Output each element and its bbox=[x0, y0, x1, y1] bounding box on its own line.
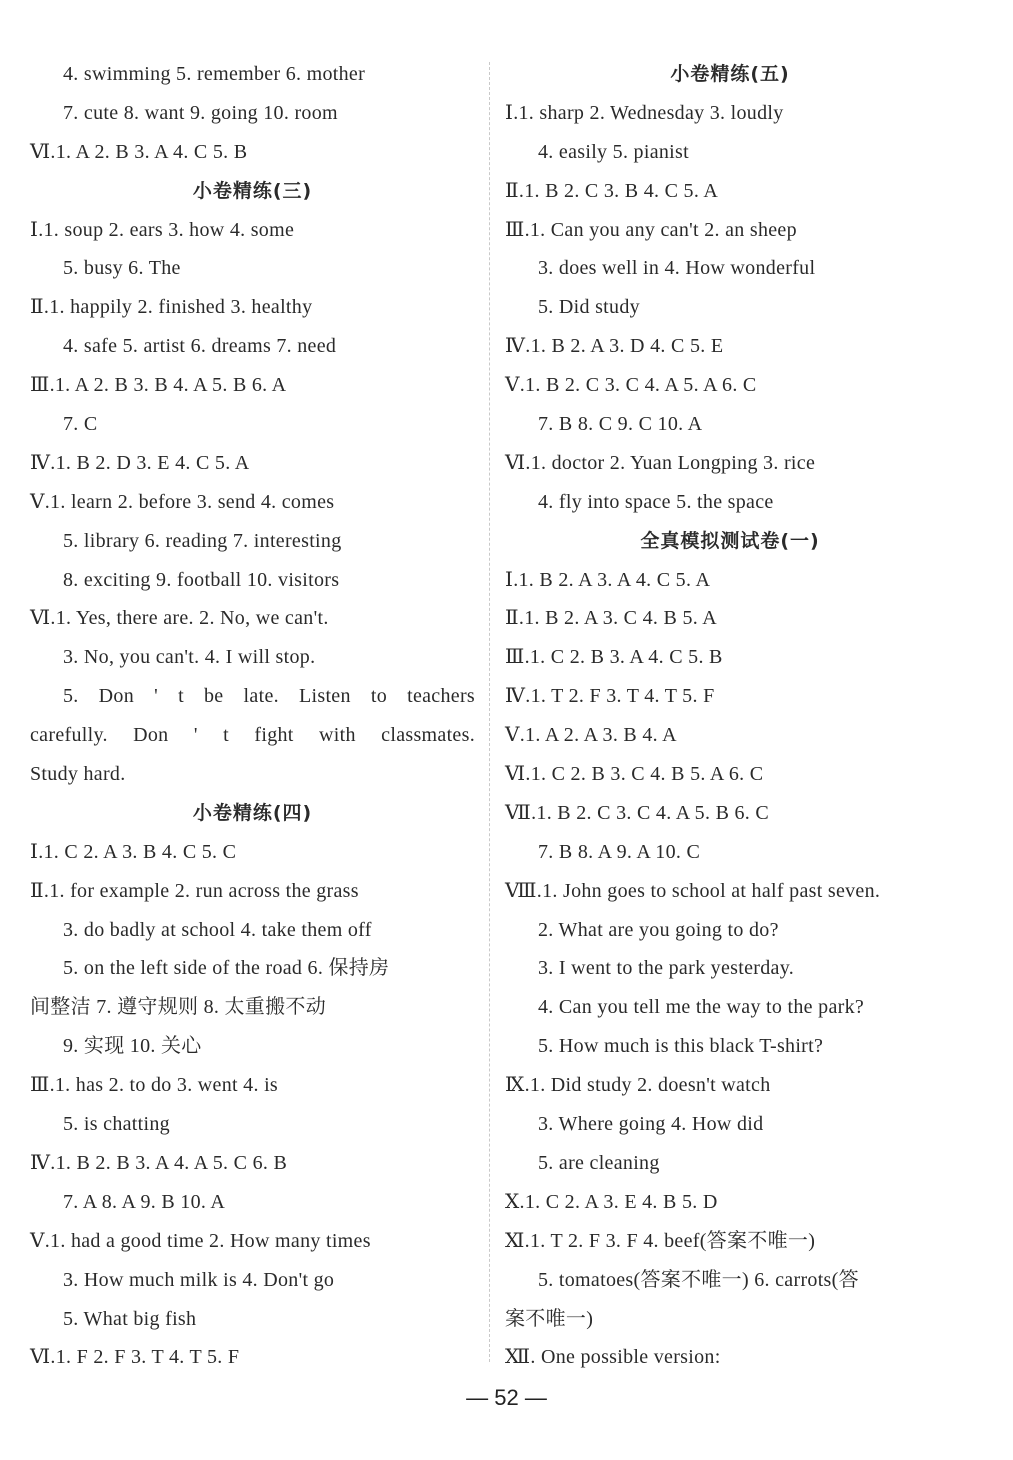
answer-line: Ⅳ.1. B 2. A 3. D 4. C 5. E bbox=[505, 335, 724, 358]
answer-line: Ⅸ.1. Did study 2. doesn't watch bbox=[505, 1074, 771, 1097]
answer-line: 3. I went to the park yesterday. bbox=[538, 957, 794, 980]
answer-line: 7. A 8. A 9. B 10. A bbox=[63, 1190, 226, 1213]
section-heading: 小卷精练(三) bbox=[192, 179, 313, 202]
answer-line: 3. No, you can't. 4. I will stop. bbox=[63, 646, 316, 669]
answer-line: 3. How much milk is 4. Don't go bbox=[63, 1268, 335, 1291]
answer-line: 3. do badly at school 4. take them off bbox=[63, 918, 372, 941]
answer-line: 5. library 6. reading 7. interesting bbox=[63, 529, 342, 552]
answer-line: Ⅰ.1. B 2. A 3. A 4. C 5. A bbox=[505, 568, 711, 591]
answer-line: Ⅲ.1. Can you any can't 2. an sheep bbox=[505, 218, 797, 241]
answer-line: 5. is chatting bbox=[63, 1113, 170, 1136]
answer-line: Ⅳ.1. B 2. D 3. E 4. C 5. A bbox=[30, 451, 250, 474]
answer-line: Ⅺ.1. T 2. F 3. F 4. beef(答案不唯一) bbox=[505, 1229, 816, 1252]
answer-line: Ⅳ.1. T 2. F 3. T 4. T 5. F bbox=[505, 685, 715, 708]
section-heading: 全真模拟测试卷(一) bbox=[640, 529, 820, 552]
section-heading: 小卷精练(四) bbox=[192, 801, 313, 824]
answer-line: 4. safe 5. artist 6. dreams 7. need bbox=[63, 335, 337, 358]
answer-line: carefully. Don ' t fight with classmates. bbox=[30, 724, 475, 747]
answer-line: 5. are cleaning bbox=[538, 1151, 660, 1174]
answer-line: Ⅴ.1. A 2. A 3. B 4. A bbox=[505, 724, 677, 747]
answer-line: Ⅵ.1. C 2. B 3. C 4. B 5. A 6. C bbox=[505, 763, 764, 786]
answer-line: Ⅵ.1. A 2. B 3. A 4. C 5. B bbox=[30, 140, 248, 163]
answer-line: 7. B 8. A 9. A 10. C bbox=[538, 840, 701, 863]
column-divider bbox=[489, 62, 490, 1362]
answer-line: 2. What are you going to do? bbox=[538, 918, 779, 941]
answer-line: 3. Where going 4. How did bbox=[538, 1113, 764, 1136]
answer-line: Study hard. bbox=[30, 763, 126, 786]
answer-line: 4. fly into space 5. the space bbox=[538, 490, 774, 513]
answer-line: Ⅲ.1. A 2. B 3. B 4. A 5. B 6. A bbox=[30, 374, 287, 397]
answer-line: Ⅲ.1. has 2. to do 3. went 4. is bbox=[30, 1074, 279, 1097]
answer-line: Ⅰ.1. C 2. A 3. B 4. C 5. C bbox=[30, 840, 237, 863]
answer-line: 4. swimming 5. remember 6. mother bbox=[63, 63, 366, 85]
answer-line: Ⅻ. One possible version: bbox=[505, 1346, 721, 1369]
answer-line: 5. What big fish bbox=[63, 1307, 197, 1330]
answer-line: 7. cute 8. want 9. going 10. room bbox=[63, 101, 338, 124]
answer-line: 5. How much is this black T-shirt? bbox=[538, 1035, 824, 1058]
answer-line: Ⅱ.1. for example 2. run across the grass bbox=[30, 879, 359, 902]
answer-line: Ⅱ.1. B 2. A 3. C 4. B 5. A bbox=[505, 607, 717, 630]
answer-line: 5. busy 6. The bbox=[63, 257, 181, 280]
answer-line: Ⅱ.1. B 2. C 3. B 4. C 5. A bbox=[505, 179, 719, 202]
answer-line: 案不唯一) bbox=[505, 1307, 594, 1330]
answer-line: Ⅵ.1. F 2. F 3. T 4. T 5. F bbox=[30, 1346, 240, 1369]
answer-line: Ⅲ.1. C 2. B 3. A 4. C 5. B bbox=[505, 646, 723, 669]
answer-line: 5. Did study bbox=[538, 296, 640, 319]
answer-line: Ⅰ.1. soup 2. ears 3. how 4. some bbox=[30, 218, 295, 241]
left-column bbox=[30, 55, 475, 1377]
answer-line: Ⅴ.1. B 2. C 3. C 4. A 5. A 6. C bbox=[505, 374, 757, 397]
answer-line: 4. Can you tell me the way to the park? bbox=[538, 996, 865, 1019]
answer-line: 9. 实现 10. 关心 bbox=[63, 1035, 202, 1058]
answer-line: 5. on the left side of the road 6. 保持房 bbox=[63, 957, 390, 980]
section-heading: 小卷精练(五) bbox=[670, 63, 790, 85]
answer-line: Ⅷ.1. John goes to school at half past seven. bbox=[505, 879, 881, 902]
answer-line: 间整洁 7. 遵守规则 8. 太重搬不动 bbox=[30, 996, 326, 1019]
answer-line: 7. C bbox=[63, 413, 98, 436]
answer-line: 5. tomatoes(答案不唯一) 6. carrots(答 bbox=[538, 1268, 859, 1291]
answer-line: 4. easily 5. pianist bbox=[538, 140, 689, 163]
answer-line: Ⅹ.1. C 2. A 3. E 4. B 5. D bbox=[505, 1190, 718, 1213]
answer-line: Ⅴ.1. had a good time 2. How many times bbox=[30, 1229, 371, 1252]
answer-line: Ⅰ.1. sharp 2. Wednesday 3. loudly bbox=[505, 101, 784, 124]
answer-line: 8. exciting 9. football 10. visitors bbox=[63, 568, 340, 591]
answer-line: Ⅳ.1. B 2. B 3. A 4. A 5. C 6. B bbox=[30, 1151, 288, 1174]
answer-line: Ⅶ.1. B 2. C 3. C 4. A 5. B 6. C bbox=[505, 801, 770, 824]
page-number: — 52 — bbox=[466, 1385, 547, 1410]
answer-line: 7. B 8. C 9. C 10. A bbox=[538, 413, 703, 436]
answer-line: 5. Don ' t be late. Listen to teachers bbox=[63, 685, 475, 708]
answer-line: Ⅴ.1. learn 2. before 3. send 4. comes bbox=[30, 490, 335, 513]
right-column bbox=[505, 55, 955, 1377]
answer-line: Ⅵ.1. doctor 2. Yuan Longping 3. rice bbox=[505, 451, 816, 474]
answer-line: Ⅱ.1. happily 2. finished 3. healthy bbox=[30, 296, 313, 319]
answer-line: 3. does well in 4. How wonderful bbox=[538, 257, 816, 280]
answer-line: Ⅵ.1. Yes, there are. 2. No, we can't. bbox=[30, 607, 329, 630]
